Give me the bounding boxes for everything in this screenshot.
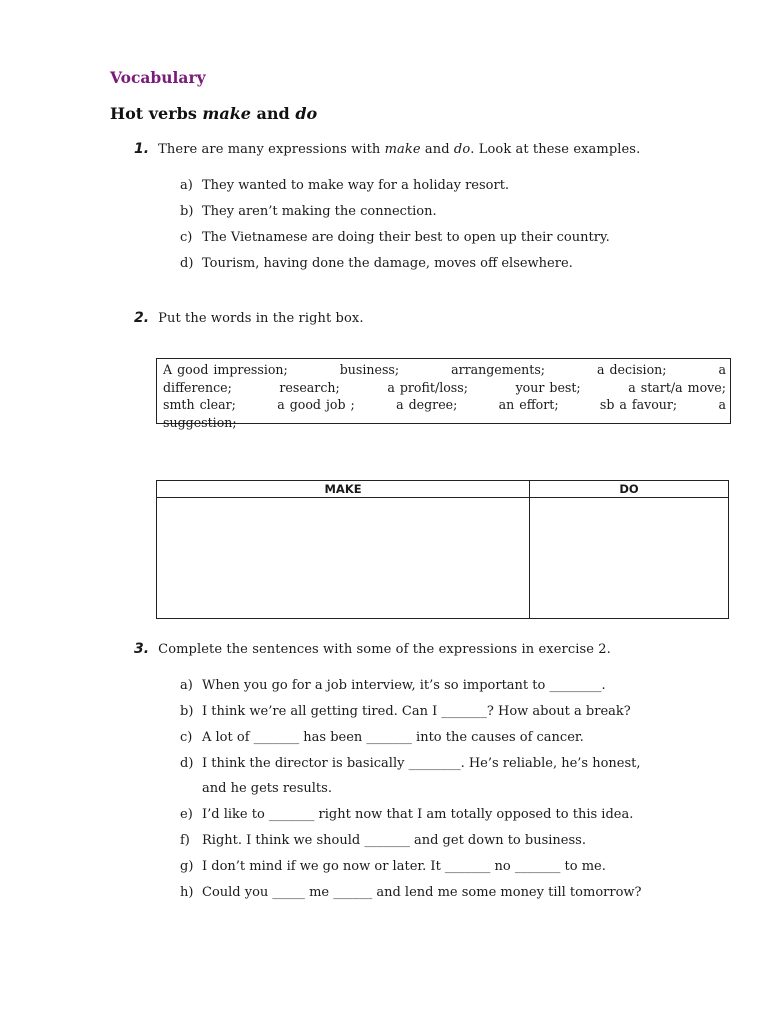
list-item: [180, 204, 437, 219]
instruction-part: and: [420, 142, 454, 157]
item-text: The Vietnamese are doing their best to open up their country.: [202, 230, 610, 245]
list-item: [180, 833, 586, 848]
item-text: I think the director is basically ________. He’s reliable, he’s honest,: [202, 756, 641, 771]
list-item: [180, 678, 606, 693]
heading-word-do: do: [295, 104, 318, 123]
word-item: A good impression;: [163, 362, 288, 377]
instruction-italic-make: make: [384, 142, 421, 157]
exercise-2-number: 2.: [134, 310, 150, 326]
item-text: Right. I think we should _______ and get down to business.: [202, 833, 586, 848]
word-item: smth clear;: [163, 397, 236, 412]
list-item: [180, 756, 641, 771]
word-item: business;: [339, 362, 400, 377]
word-item: sb a favour;: [599, 397, 678, 412]
exercise-1-instruction: [158, 142, 640, 157]
make-do-table: [156, 480, 729, 619]
item-label: a): [180, 178, 193, 193]
word-item: suggestion;: [163, 414, 237, 430]
word-line: [163, 396, 726, 414]
word-item: a: [718, 397, 726, 412]
do-answer-cell[interactable]: [530, 498, 729, 619]
list-item: [180, 704, 631, 719]
word-item: an effort;: [498, 397, 559, 412]
item-text: I don’t mind if we go now or later. It _______ no _______ to me.: [202, 859, 606, 874]
item-label: c): [180, 730, 193, 745]
item-text: I think we’re all getting tired. Can I _______? How about a break?: [202, 704, 631, 719]
item-text: They aren’t making the connection.: [202, 204, 437, 219]
word-item: a degree;: [396, 397, 458, 412]
item-label: a): [180, 678, 193, 693]
word-item: a good job ;: [277, 397, 355, 412]
list-item-continuation: [180, 781, 332, 796]
item-text: A lot of _______ has been _______ into the causes of cancer.: [202, 730, 584, 745]
list-item: [180, 178, 509, 193]
word-item: arrangements;: [451, 362, 546, 377]
item-text: Tourism, having done the damage, moves off elsewhere.: [202, 256, 573, 271]
exercise-3-number: 3.: [134, 641, 150, 657]
item-label: f): [180, 833, 190, 848]
exercise-1-header: [134, 138, 640, 157]
list-item: [180, 730, 584, 745]
item-label: c): [180, 230, 193, 245]
heading-pre: Hot verbs: [110, 104, 203, 123]
item-text: and he gets results.: [202, 781, 332, 796]
heading-mid: and: [250, 104, 296, 123]
word-item: a profit/loss;: [387, 379, 468, 395]
word-line: [163, 379, 726, 397]
instruction-italic-do: do: [453, 142, 471, 157]
exercise-3-header: [134, 638, 611, 657]
item-label: h): [180, 885, 194, 900]
word-item: a start/a move;: [628, 379, 726, 395]
word-line: [163, 361, 726, 379]
list-item: [180, 256, 573, 271]
word-item: difference;: [163, 379, 232, 395]
exercise-2-header: [134, 307, 364, 326]
item-text: When you go for a job interview, it’s so important to ________.: [202, 678, 606, 693]
instruction-part: There are many expressions with: [158, 142, 385, 157]
item-text: I’d like to _______ right now that I am totally opposed to this idea.: [202, 807, 634, 822]
heading-word-make: make: [202, 104, 251, 123]
item-label: d): [180, 756, 194, 771]
word-box: [156, 358, 731, 430]
instruction-part: . Look at these examples.: [470, 142, 641, 157]
exercise-1-number: 1.: [134, 141, 150, 157]
column-header-do: DO: [530, 481, 729, 498]
exercise-3-instruction: Complete the sentences with some of the expressions in exercise 2.: [158, 642, 611, 657]
column-header-make: MAKE: [157, 481, 530, 498]
word-item: a: [718, 362, 726, 377]
item-label: d): [180, 256, 194, 271]
word-item: your best;: [515, 379, 581, 395]
list-item: [180, 885, 642, 900]
word-line: [163, 414, 726, 432]
item-label: b): [180, 704, 194, 719]
make-answer-cell[interactable]: [157, 498, 530, 619]
list-item: [180, 859, 606, 874]
list-item: [180, 230, 610, 245]
item-text: They wanted to make way for a holiday resort.: [202, 178, 510, 193]
item-label: g): [180, 859, 194, 874]
item-label: e): [180, 807, 193, 822]
list-item: [180, 807, 633, 822]
word-item: research;: [279, 379, 340, 395]
word-item: a decision;: [596, 362, 667, 377]
item-label: b): [180, 204, 194, 219]
section-title: Vocabulary: [110, 68, 206, 87]
item-text: Could you _____ me ______ and lend me some money till tomorrow?: [202, 885, 642, 900]
exercise-2-instruction: Put the words in the right box.: [158, 311, 364, 326]
page-title: [110, 104, 317, 123]
